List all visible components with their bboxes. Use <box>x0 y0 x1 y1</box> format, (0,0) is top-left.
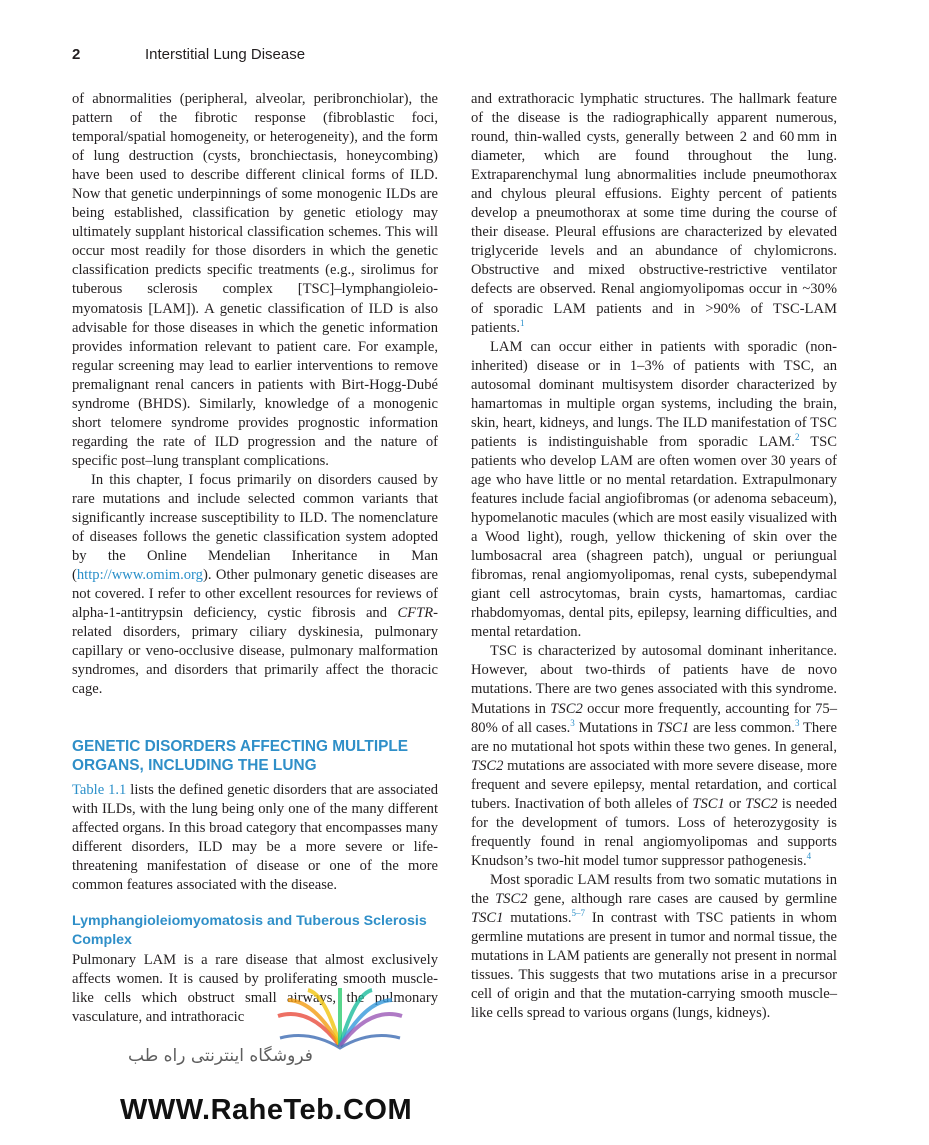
paragraph: and extrathoracic lymphatic structures. The hallmark feature of the disease is the radiographically apparent numerous, round, thin-walled cysts, generally between 2 and 60 mm in diameter, which are found throughout the lung. Extraparenchymal lung abnormalities include pneumothorax and chylous pleural effusions. Eighty percent of patients develop a pneumothorax at some time during the course of their disease. Pleural effusions are characterized by elevated triglyceride levels and an abundance of chylomicrons. Obstructive and mixed obstructive-restrictive ventilator defects are observed. Renal angiomyolipomas occur in ~30% of sporadic LAM patients and in >90% of TSC-LAM patients.$^1$ <box>471 91 837 336</box>
paragraph: TSC is characterized by autosomal dominant inheritance. However, about two-thirds of patients have de novo mutations. There are two genes associated with this syndrome. Mutations in TSC2 occur more frequently, accounting for 75–80% of all cases.$^3$ Mutations in TSC1 are less common.$^3$ There are no mutational hot spots within these two genes. In general, TSC2 mutations are associated with more severe disease, more frequent and severe epilepsy, mental retardation, and cortical tubers. Inactivation of both alleles of TSC1 or TSC2 is needed for the development of tumors. Loss of heterozygosity is frequently found in renal angiomyolipomas and supports Knudson’s two-hit model tumor suppressor pathogenesis.$^4$ <box>471 643 838 869</box>
reference-link[interactable]: 3 <box>794 717 800 728</box>
subsection-heading: Lymphangioleiomyomatosis and Tuberous Sclerosis Complex <box>72 912 427 948</box>
right-column <box>471 90 837 1023</box>
omim-link[interactable]: http://www.omim.org <box>76 567 203 584</box>
paragraph: Most sporadic LAM results from two somatic mutations in the TSC2 gene, although rare cases are caused by germline TSC1 mutations.$^{5-7}$ In contrast with TSC patients in whom germline mutations are present in tumor and normal tissue, the mutations in LAM patients are generally not present in normal tissues. This suggests that two mutations arise in a precursor cell of origin and that the mutation-carrying smooth muscle–like cells spread to various organs (lungs, kidneys). <box>471 871 838 1022</box>
section-heading: GENETIC DISORDERS AFFECTING MULTIPLE ORGANS, INCLUDING THE LUNG <box>72 737 409 774</box>
table-link[interactable]: Table 1.1 <box>72 781 127 798</box>
reference-link[interactable]: 2 <box>794 431 800 442</box>
page-number: 2 <box>72 46 81 63</box>
reference-link[interactable]: 5–7 <box>571 908 586 919</box>
paragraph: Pulmonary LAM is a rare disease that almost exclusively affects women. It is caused by proliferating smooth muscle-like cells which obstruct small airways, the pulmonary vasculature, and intrathoracic <box>72 951 438 1025</box>
paragraph: LAM can occur either in patients with sporadic (noninherited) disease or in 1–3% of patients with TSC, an autosomal dominant multisystem disorder characterized by hamartomas in multiple organ systems, including the brain, skin, heart, kidneys, and lungs. The ILD manifestation of TSC patients is indistinguishable from sporadic LAM.$^2$ TSC patients who develop LAM are often women over 30 years of age who have little or no mental retardation. Extrapulmonary features include facial angiofibromas (or adenoma sebaceum), hypomelanotic macules (which are most easily visualized with a Wood light), rough, yellow thickening of skin over the lumbosacral area (shagreen patch), ungual or periungual fibromas, renal angiomyolipomas, renal cysts, subependymal giant cell astrocytomas, brain cysts, hamartomas, cardiac rhabdomyomas, dental pits, epilepsy, learning difficulties, and mental retardation. <box>471 338 837 641</box>
paragraph: of abnormalities (peripheral, alveolar, peribronchiolar), the pattern of the fibrotic response (fibroblastic foci, temporal/spatial homogeneity, or heterogeneity), and the form of lung destruction (cysts, bronchiectasis, honeycombing) have been used to describe different clinical forms of ILD. Now that genetic underpinnings of some monogenic ILDs are being established, classification by genetic etiology may ultimately supplant historical classification schemes. This will occur most readily for those disorders in which the genetic classification predicts specific treatments (e.g., sirolimus for tuberous sclerosis complex [TSC]–lymphangioleiomyomatosis [LAM]). A genetic classification of ILD is also advisable for those diseases in which the genetic information provides information relevant to patient care. For example, regular screening may lead to earlier interventions to remove premalignant renal cancers in patients with Birt-Hogg-Dubé syndrome (BHDS). Similarly, knowledge of a monogenic short telomere syndrome provides prognostic information regarding the rate of ILD progression and the nature of specific post–lung transplant complications. <box>72 91 438 469</box>
reference-link[interactable]: 1 <box>520 317 525 328</box>
watermark-persian-text: فروشگاه اینترنتی راه طب <box>128 1046 313 1066</box>
reference-link[interactable]: 3 <box>570 717 575 728</box>
book-title: Interstitial Lung Disease <box>145 46 306 63</box>
watermark-site: WWW.RaheTeb.COM <box>120 1094 413 1126</box>
paragraph: Table 1.1 lists the defined genetic disorders that are associated with ILDs, with the lung being only one of the many different affected organs. In this broad category that encompasses many different disorders, ILD may be a more severe or life-threatening manifestation of disease or one of the more common features associated with the disease. <box>72 781 439 893</box>
left-column <box>72 90 438 1027</box>
reference-link[interactable]: 4 <box>806 851 812 862</box>
paragraph: In this chapter, I focus primarily on disorders caused by rare mutations and include selected common variants that significantly increase susceptibility to ILD. The nomenclature of diseases follows the genetic classification system adopted by the Online Mendelian Inheritance in Man (http://www.omim.org). Other pulmonary genetic diseases are not covered. I refer to other excellent resources for reviews of alpha-1-antitrypsin deficiency, cystic fibrosis and CFTR-related disorders, primary ciliary dyskinesia, pulmonary capillary or veno-occlusive disease, pulmonary malformation syndromes, and disorders that primarily affect the thoracic cage. <box>72 471 438 698</box>
